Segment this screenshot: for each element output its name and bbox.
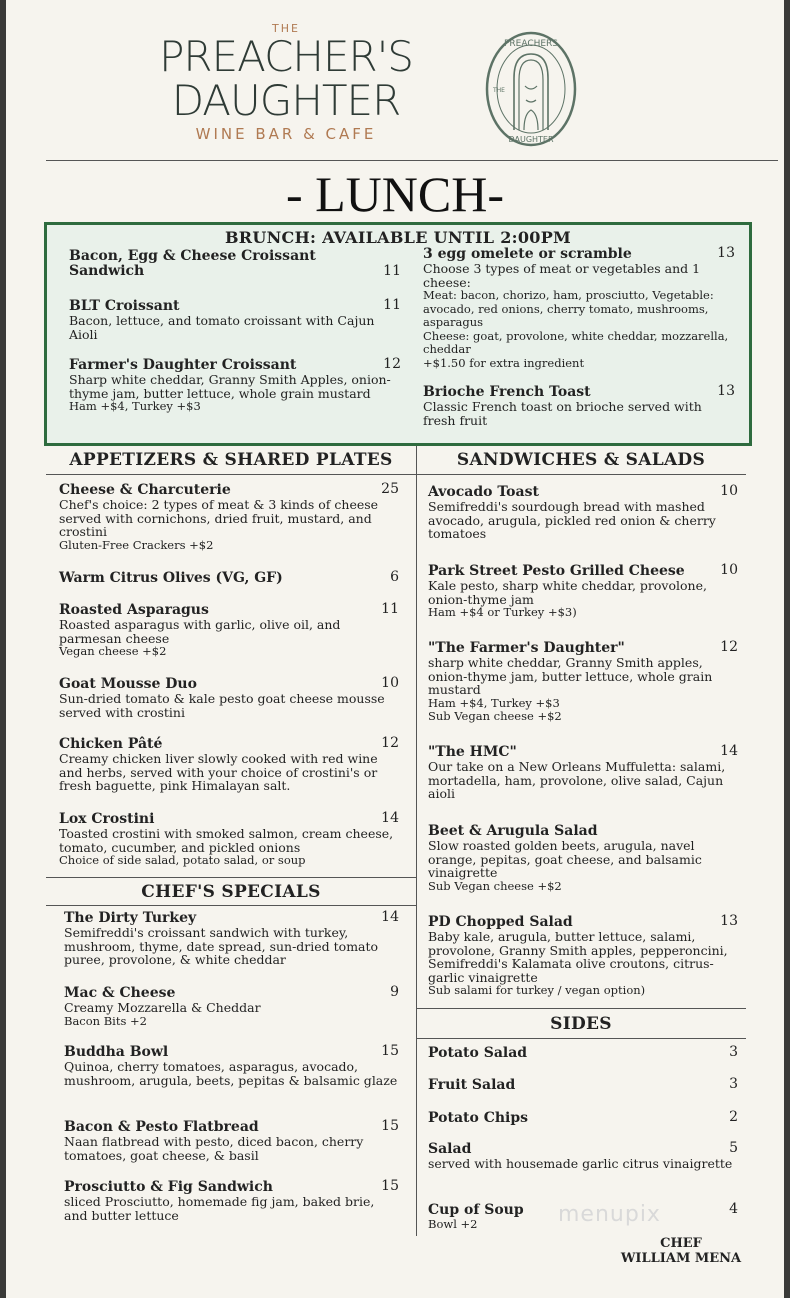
item-note: Ham +$4, Turkey +$3 [69,399,201,413]
item-price: 14 [720,743,738,759]
item-description: Classic French toast on brioche served with fresh fruit [423,399,702,428]
section-rule [416,1038,746,1039]
item-name: Brioche French Toast [423,384,591,400]
item-description: Kale pesto, sharp white cheddar, provolone, onion-thyme jam [428,578,707,607]
logo-side-text: THE [493,87,505,94]
chef-label: CHEF [660,1236,702,1251]
menu-item [59,571,399,586]
item-name: Goat Mousse Duo [59,676,197,692]
item-price: 14 [381,810,399,826]
item-name: Chicken Pâté [59,736,163,752]
item-note: Sub Vegan cheese +$2 [428,878,562,893]
item-price: 12 [381,735,399,751]
menu-item [428,1111,738,1126]
menu-item [59,483,399,552]
item-name: Farmer's Daughter Croissant [69,357,297,373]
item-price: 13 [720,913,738,929]
item-description: sliced Prosciutto, homemade fig jam, baked brie, and butter lettuce [64,1194,375,1223]
menu-item [423,385,735,427]
menu-item [423,247,735,370]
item-description: Sun-dried tomato & kale pesto goat cheese mousse served with crostini [59,691,385,720]
item-note: Bacon Bits +2 [64,1013,147,1028]
item-name: Prosciutto & Fig Sandwich [64,1179,273,1195]
item-name: Salad [428,1141,472,1157]
menu-item [428,1078,738,1093]
item-price: 13 [717,383,735,399]
item-description: Baby kale, arugula, butter lettuce, salami, provolone, Granny Smith apples, pepperoncini, Semifreddi's Kalamata olive croutons, citrus-garlic vinaigrette [428,929,728,985]
menu-item [64,986,399,1028]
item-name: Cup of Soup [428,1202,524,1218]
item-price: 12 [383,356,401,372]
appetizers-heading: APPETIZERS & SHARED PLATES [69,450,393,470]
item-name: Mac & Cheese [64,985,176,1001]
item-note: Sub salami for turkey / vegan option) [428,983,646,997]
menu-item [428,1142,738,1171]
item-description: Toasted crostini with smoked salmon, cream cheese, tomato, cucumber, and pickled onions [59,826,394,855]
menu-item [428,1046,738,1061]
item-name: BLT Croissant [69,298,180,314]
chef-name: WILLIAM MENA [620,1251,742,1266]
brand-wordmark [146,22,426,143]
item-price: 9 [390,984,399,1000]
item-name: Lox Crostini [59,811,155,827]
item-price: 4 [729,1201,738,1217]
menu-item [428,915,738,998]
item-price: 14 [381,909,399,925]
item-name: 3 egg omelete or scramble [423,246,632,262]
item-price: 11 [383,263,401,279]
item-note: Ham +$4, Turkey +$3 [428,695,560,710]
item-description: Choose 3 types of meat or vegetables and 1 cheese: [423,261,701,290]
item-price: 15 [381,1118,399,1134]
item-name: Bacon & Pesto Flatbread [64,1119,259,1135]
brand-the: THE [272,22,300,35]
item-description: Sharp white cheddar, Granny Smith Apples, onion-thyme jam, butter lettuce, whole grain mustard [69,372,391,401]
section-rule [416,1008,746,1009]
menu-item [59,737,399,793]
sandwiches-heading: SANDWICHES & SALADS [456,450,706,470]
column-divider [416,446,417,1236]
menu-item [428,745,738,801]
item-name: Buddha Bowl [64,1044,169,1060]
section-rule [46,474,746,475]
item-description: Slow roasted golden beets, arugula, navel orange, pepitas, goat cheese, and balsamic vinaigrette [428,838,702,880]
specials-heading: CHEF'S SPECIALS [141,882,321,902]
sides-heading: SIDES [550,1014,612,1034]
item-name: Cheese & Charcuterie [59,482,231,498]
brand-logo-icon [484,30,578,148]
item-description: Creamy Mozzarella & Cheddar [64,1000,261,1015]
item-note: Meat: bacon, chorizo, ham, prosciutto, Vegetable: avocado, red onions, cherry tomato, mushrooms, asparagus [423,288,714,329]
menu-title: - LUNCH- [285,166,505,222]
section-rule [46,905,416,906]
item-description: Chef's choice: 2 types of meat & 3 kinds of cheese served with cornichons, dried fruit, mustard, and crostini [59,497,379,539]
menu-item [59,677,399,719]
item-name: Avocado Toast [428,484,539,500]
item-description: Creamy chicken liver slowly cooked with red wine and herbs, served with your choice of crostini's or fresh baguette, pink Himalayan salt. [59,751,378,793]
item-price: 3 [729,1044,738,1060]
item-note: +$1.50 for extra ingredient [423,355,585,370]
item-note: Choice of side salad, potato salad, or soup [59,853,306,867]
menu-item [59,603,399,659]
menu-item [64,1120,399,1162]
item-note: Gluten-Free Crackers +$2 [59,537,214,552]
item-price: 12 [720,639,738,655]
item-price: 2 [729,1109,738,1125]
item-price: 11 [381,601,399,617]
item-price: 6 [390,569,399,585]
menu-page [6,0,784,1298]
header-divider [46,160,778,161]
menu-item [428,564,738,620]
brand-line2: DAUGHTER [171,76,401,125]
logo-top-text: PREACHERS [503,39,559,49]
menu-item [64,1045,399,1087]
item-name: "The HMC" [428,744,517,760]
item-price: 25 [381,481,399,497]
item-name: Warm Citrus Olives (VG, GF) [59,570,283,586]
menu-item [64,1180,399,1222]
item-price: 13 [717,245,735,261]
brunch-heading: BRUNCH: AVAILABLE UNTIL 2:00PM [224,228,572,247]
item-description: served with housemade garlic citrus vinaigrette [428,1156,733,1171]
item-name: Bacon, Egg & Cheese Croissant Sandwich [69,248,316,279]
item-price: 10 [381,675,399,691]
item-description: Semifreddi's sourdough bread with mashed avocado, arugula, pickled red onion & cherry tomatoes [428,499,716,541]
item-description: Quinoa, cherry tomatoes, asparagus, avocado, mushroom, arugula, beets, pepitas & balsamic glaze [64,1059,398,1088]
item-price: 3 [729,1076,738,1092]
item-note: Bowl +2 [428,1217,478,1231]
watermark: menupix [558,1202,661,1227]
item-name: Roasted Asparagus [59,602,209,618]
item-price: 10 [720,483,738,499]
chef-credit [606,1236,756,1266]
item-name: Fruit Salad [428,1077,516,1093]
item-description: Naan flatbread with pesto, diced bacon, cherry tomatoes, goat cheese, & basil [64,1134,364,1163]
menu-item [428,485,738,541]
menu-item [64,911,399,967]
item-note: Ham +$4 or Turkey +$3) [428,605,577,619]
menu-item [428,824,738,893]
item-name: Beet & Arugula Salad [428,823,598,839]
item-price: 5 [729,1140,738,1156]
item-note: Cheese: goat, provolone, white cheddar, mozzarella, cheddar [423,328,729,356]
item-price: 11 [383,297,401,313]
item-name: Potato Chips [428,1110,529,1126]
brand-line1: PREACHER'S [159,32,413,81]
item-price: 10 [720,562,738,578]
item-description: Semifreddi's croissant sandwich with turkey, mushroom, thyme, date spread, sun-dried tomato puree, provolone, & white cheddar [64,925,379,967]
item-name: "The Farmer's Daughter" [428,640,625,656]
item-name: The Dirty Turkey [64,910,197,926]
menu-item [59,812,399,868]
item-note: Sub Vegan cheese +$2 [428,709,562,723]
item-price: 15 [381,1043,399,1059]
brand-subtitle: WINE BAR & CAFE [195,125,377,143]
item-name: Potato Salad [428,1045,528,1061]
item-description: Roasted asparagus with garlic, olive oil, and parmesan cheese [59,617,341,646]
item-description: sharp white cheddar, Granny Smith apples, onion-thyme jam, butter lettuce, whole grain mustard [428,655,713,697]
item-price: 15 [381,1178,399,1194]
item-description: Our take on a New Orleans Muffuletta: salami, mortadella, ham, provolone, olive salad, Cajun aioli [428,759,726,801]
brunch-box [44,222,752,446]
item-name: PD Chopped Salad [428,914,573,930]
logo-bottom-text: DAUGHTER [508,135,554,144]
item-note: Vegan cheese +$2 [59,644,167,658]
section-rule [46,877,416,878]
menu-item [69,299,401,341]
menu-item [69,249,401,279]
item-description: Bacon, lettuce, and tomato croissant with Cajun Aioli [69,313,375,342]
item-name: Park Street Pesto Grilled Cheese [428,563,685,579]
menu-item [69,358,401,414]
menu-item [428,641,738,724]
